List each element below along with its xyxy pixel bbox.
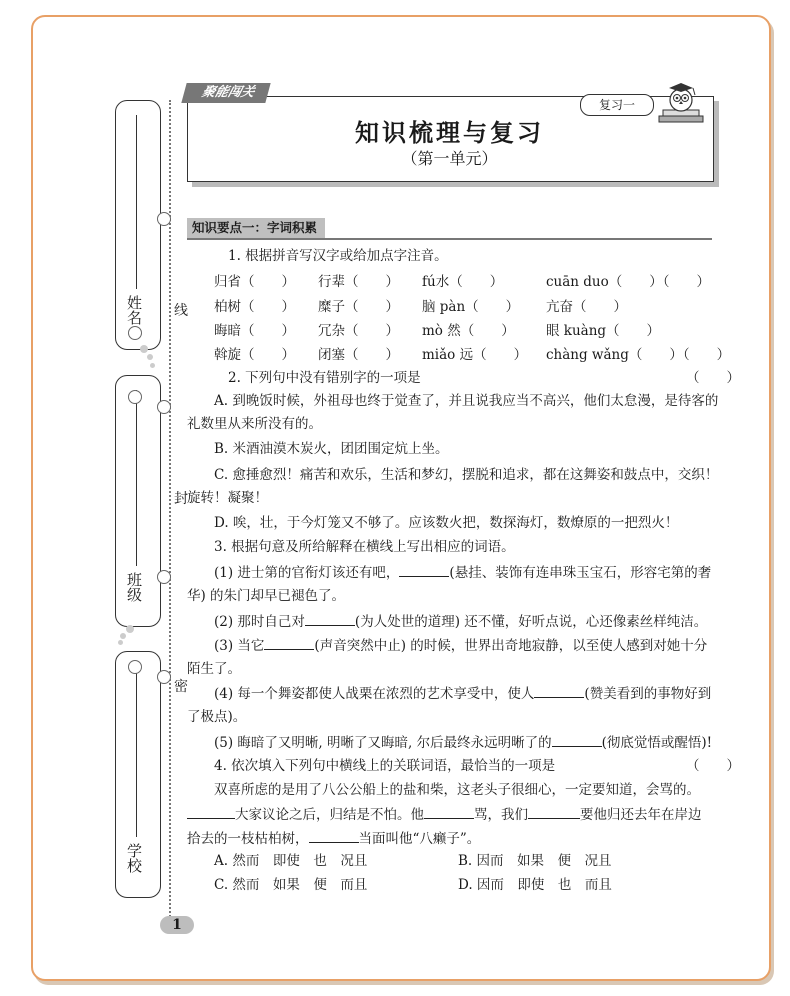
bubble-decoration [126,625,134,633]
bubble-decoration [140,345,148,353]
school-label: 学校 [125,843,143,873]
q1-item: 斡旋（ ） [214,347,295,363]
bubble-decoration [147,354,153,360]
fill-blank[interactable] [424,805,474,819]
q1-item: cuān duo（ ）（ ） [546,274,711,290]
school-write-line [136,666,137,837]
q3-item-2: (2) 那时自己对 (为人处世的道理) 还不懂，好听点说，心还像素丝样纯洁。 [214,614,708,630]
q3-item-1-cont: 华) 的朱门却早已褪色了。 [187,588,346,604]
q1-item: 归省（ ） [214,274,295,290]
fill-blank[interactable] [534,684,584,698]
q1-item: 柏树（ ） [214,299,295,315]
q1-item: miǎo 远（ ） [422,347,528,363]
q4-option-c: C. 然而 如果 便 而且 [214,877,368,893]
class-label: 班级 [125,572,143,602]
q2-answer-bracket[interactable]: （ ） [686,370,740,386]
q1-item: 冗杂（ ） [318,323,399,339]
q1-item: 亢奋（ ） [546,299,627,315]
binding-ring [157,570,171,584]
brand-logo: 聚能闯关 [181,83,270,103]
binding-ring [128,390,142,404]
bubble-decoration [150,363,155,368]
fill-blank[interactable] [399,563,449,577]
q3-item-3: (3) 当它 (声音突然中止) 的时候，世界出奇地寂静，以至使人感到对她十分 [214,638,708,654]
q3-item-4-cont: 了极点)。 [187,709,247,725]
q1-item: fú水（ ） [422,274,504,290]
q4-passage-line-1: 双喜所虑的是用了八公公船上的盐和柴，这老头子很细心，一定要知道，会骂的。 [214,782,700,798]
fill-blank[interactable] [309,829,359,843]
q1-item: mò 然（ ） [422,323,515,339]
q4-option-b: B. 因而 如果 便 况且 [458,853,612,869]
binding-ring [157,400,171,414]
section-divider [187,238,712,240]
q2-option-a: A. 到晚饭时候，外祖母也终于觉查了，并且说我应当不高兴，他们太怠漫，是待客的 [214,393,719,409]
name-label: 姓名 [125,295,143,325]
name-field-box[interactable] [115,100,161,350]
q2-option-a-cont: 礼数里从来所没有的。 [187,416,322,432]
q1-item: chàng wǎng（ ）（ ） [546,347,731,363]
seal-char-seal: 封 [174,491,188,507]
bubble-decoration [120,633,126,639]
school-field-box[interactable] [115,651,161,898]
q2-option-c-cont: 旋转！凝聚！ [187,490,268,506]
q3-item-1: (1) 进士第的官衔灯该还有吧， (悬挂、装饰有连串珠玉宝石，形容宅第的奢 [214,565,712,581]
q3-item-4: (4) 每一个舞姿都使人战栗在浓烈的艺术享受中，使人 (赞美看到的事物好到 [214,686,712,702]
bubble-decoration [118,640,123,645]
q4-option-d: D. 因而 即使 也 而且 [458,877,612,893]
binding-ring [128,660,142,674]
q1-item: 闭塞（ ） [318,347,399,363]
class-field-box[interactable] [115,375,161,627]
q1-item: 脑 pàn（ ） [422,299,520,315]
q3-stem: 3. 根据句意及所给解释在横线上写出相应的词语。 [214,539,515,555]
page-number: 1 [160,916,194,934]
q4-passage-line-3: 拾去的一枝枯柏树， 当面叫他“八癞子”。 [187,831,481,847]
q3-item-3-cont: 陌生了。 [187,661,241,677]
name-write-line [136,115,137,289]
seal-char-secret: 密 [174,679,188,695]
seal-char-line: 线 [174,303,188,319]
q2-stem: 2. 下列句中没有错别字的一项是 [228,370,421,386]
q3-item-5: (5) 晦暗了又明晰, 明晰了又晦暗, 尔后最终永远明晰了的 (彻底觉悟或醒悟)! [214,735,713,751]
fill-blank[interactable] [552,733,602,747]
page-subtitle: （第一单元） [401,149,498,168]
q2-option-d: D. 唉，壮，于今灯笼又不够了。应该数火把，数探海灯，数燎原的一把烈火！ [214,515,679,531]
q4-answer-bracket[interactable]: （ ） [686,758,740,774]
fill-blank[interactable] [305,612,355,626]
binding-ring [157,212,171,226]
binding-ring [128,326,142,340]
binding-ring [157,670,171,684]
q1-item: 糜子（ ） [318,299,399,315]
fill-blank[interactable] [187,805,235,819]
q4-passage-line-2: 大家议论之后，归结是不怕。他 骂，我们 要他归还去年在岸边 [187,805,702,824]
q2-option-c: C. 愈捶愈烈！痛苦和欢乐，生活和梦幻，摆脱和追求，都在这舞姿和鼓点中，交织！ [214,467,719,483]
q1-item: 眼 kuàng（ ） [546,323,661,339]
class-write-line [136,390,137,566]
q4-option-a: A. 然而 即使 也 况且 [214,853,368,869]
q1-stem: 1. 根据拼音写汉字或给加点字注音。 [228,248,448,264]
q1-item: 晦暗（ ） [214,323,295,339]
fill-blank[interactable] [264,636,314,650]
fill-blank[interactable] [528,805,580,819]
q2-option-b: B. 米酒油漠木炭火，团团围定炕上坐。 [214,441,449,457]
q1-item: 行辈（ ） [318,274,399,290]
q4-stem: 4. 依次填入下列句中横线上的关联词语，最恰当的一项是 [214,758,556,774]
section-title: 知识要点一：字词积累 [187,218,325,238]
page-title: 知识梳理与复习 [355,119,544,147]
review-tag: 复习一 [580,94,654,116]
